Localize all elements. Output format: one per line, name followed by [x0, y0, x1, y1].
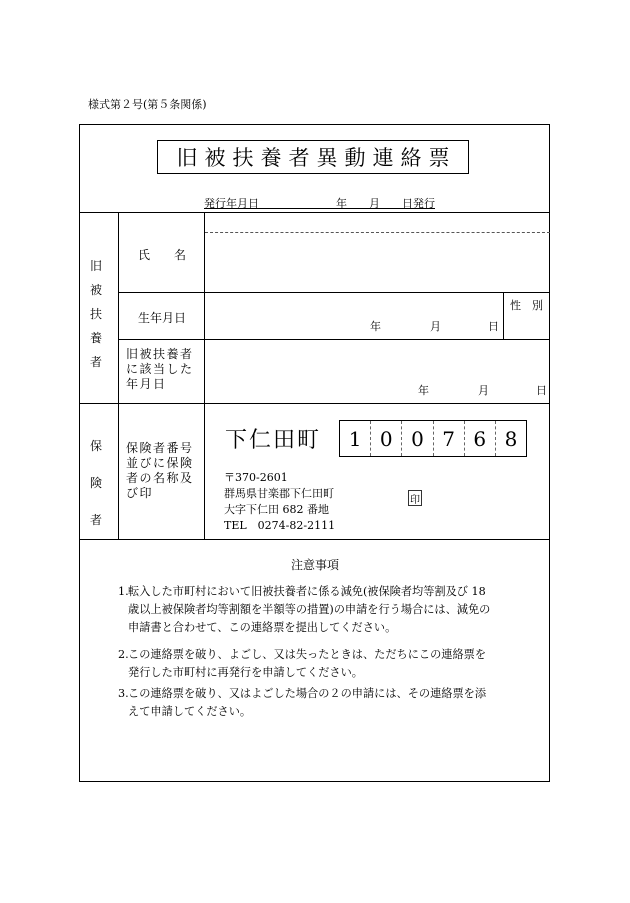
address-line-2: 大字下仁田 682 番地 [224, 503, 329, 516]
date-day: 日 [536, 384, 547, 397]
insurer-number-box [339, 420, 527, 457]
divider [79, 539, 550, 540]
insurer-number-digit: 0 [401, 421, 432, 456]
divider [204, 212, 205, 539]
label-line: 旧被扶養者 [126, 347, 194, 361]
address-line-1: 群馬県甘楽郡下仁田町 [224, 487, 334, 500]
vertical-char: 旧 [89, 259, 102, 273]
insurer-number-digit: 7 [433, 421, 464, 456]
divider [118, 212, 119, 539]
title-box [157, 140, 469, 174]
note-line: 歳以上被保険者均等割額を半額等の措置)の申請を行う場合には、減免の [128, 603, 491, 616]
note-line: 転入した市町村において旧被扶養者に係る減免(被保険者均等割及び 18 [128, 585, 486, 598]
page-title: 旧被扶養者異動連絡票 [176, 146, 457, 170]
insurer-number-digit: 0 [370, 421, 401, 456]
name-label: 氏 名 [138, 248, 187, 262]
note-number: 2. [118, 648, 129, 661]
note-item [118, 646, 513, 682]
issue-date-line [204, 195, 435, 211]
former-dependent-vertical-label [89, 254, 103, 374]
vertical-char: 被 [89, 283, 102, 297]
label-line: 者の名称及 [126, 471, 194, 485]
note-number: 1. [118, 585, 129, 598]
notes-title: 注意事項 [290, 558, 339, 572]
vertical-char: 保 [89, 439, 102, 453]
date-became-label [126, 347, 194, 392]
issue-date-prefix: 発行年月日 [204, 197, 259, 210]
note-number: 3. [118, 687, 129, 700]
divider [79, 212, 550, 213]
name-furigana-divider [205, 232, 550, 233]
note-line: 発行した市町村に再発行を申請してください。 [128, 666, 363, 679]
birth-year: 年 [370, 320, 381, 333]
birth-month: 月 [430, 320, 441, 333]
birth-date-label: 生年月日 [138, 311, 187, 325]
divider [79, 403, 550, 404]
label-line: び印 [126, 486, 154, 500]
label-line: 並びに保険 [126, 456, 194, 470]
insurer-label [126, 441, 194, 501]
label-line: 年月日 [126, 377, 167, 391]
insurer-number-digit: 1 [348, 426, 362, 451]
insurer-vertical-label [89, 428, 103, 539]
insurer-number-digit: 6 [464, 421, 495, 456]
date-year: 年 [418, 384, 429, 397]
vertical-char: 者 [89, 355, 102, 369]
vertical-char: 養 [89, 331, 102, 345]
divider [503, 292, 504, 339]
telephone: TEL 0274-82-2111 [224, 519, 336, 532]
birth-day: 日 [488, 320, 499, 333]
issue-date-month: 月 [369, 197, 380, 210]
note-line: えて申請してください。 [128, 705, 252, 718]
seal-stamp: 印 [408, 490, 422, 506]
gender-label: 性 別 [510, 299, 543, 312]
note-item [118, 685, 513, 721]
note-item [118, 583, 513, 637]
vertical-char: 者 [89, 513, 102, 527]
note-line: この連絡票を破り、よごし、又は失ったときは、ただちにこの連絡票を [128, 648, 487, 661]
insurer-number-digit: 8 [495, 421, 526, 456]
divider [118, 339, 550, 340]
note-line: この連絡票を破り、又はよごした場合の２の申請には、その連絡票を添 [128, 687, 487, 700]
issue-date-day: 日発行 [402, 197, 435, 210]
label-line: に該当した [126, 362, 194, 376]
vertical-char: 険 [89, 476, 102, 490]
form-label: 様式第２号(第５条関係) [88, 98, 207, 111]
note-line: 申請書と合わせて、この連絡票を提出してください。 [128, 621, 397, 634]
name-field[interactable] [206, 234, 548, 290]
postal-code: 〒370-2601 [224, 471, 288, 484]
issue-date-year: 年 [336, 197, 347, 210]
divider [118, 292, 550, 293]
label-line: 保険者番号 [126, 441, 194, 455]
vertical-char: 扶 [89, 307, 102, 321]
date-month: 月 [478, 384, 489, 397]
insurer-name: 下仁田町 [225, 428, 322, 453]
